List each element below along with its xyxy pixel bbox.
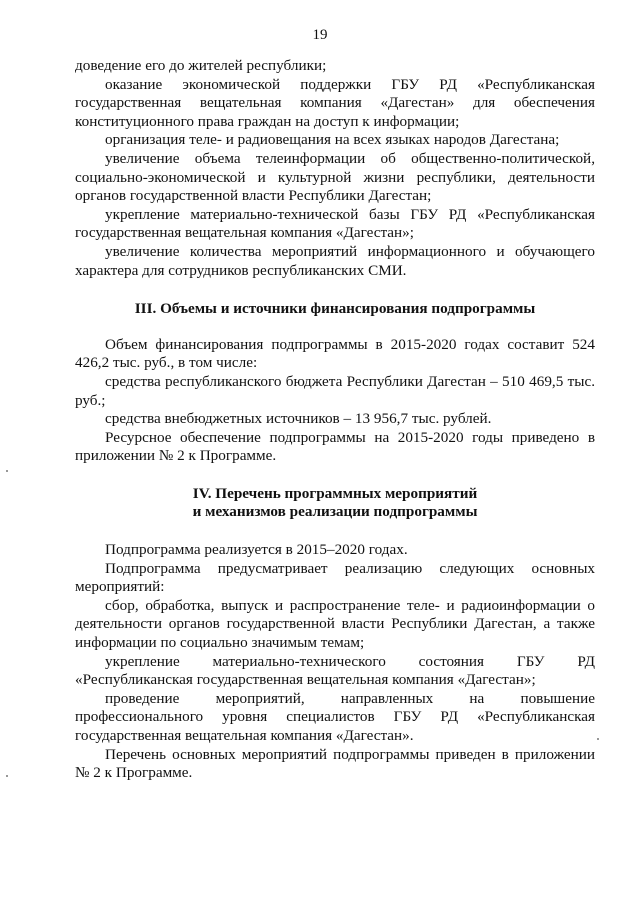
spacer [75,522,595,541]
heading-line: IV. Перечень программных мероприятий [192,484,478,502]
paragraph: Перечень основных мероприятий подпрограммы приведен в приложении № 2 к Программе. [75,745,595,782]
heading-line: и механизмов реализации подпрограммы [192,503,478,521]
paragraph: сбор, обработка, выпуск и распространение теле- и радиоинформации о деятельности органов государственной власти Республики Дагестан, а также информации по социально значимым темам; [75,596,595,652]
paragraph: укрепление материально-технической базы ГБУ РД «Республиканская государственная вещательная компания «Дагестан»; [75,205,595,242]
paragraph: увеличение количества мероприятий информационного и обучающего характера для сотрудников республиканских СМИ. [75,242,595,279]
section-heading-measures [75,485,595,522]
paragraph: Объем финансирования подпрограммы в 2015-2020 годах составит 524 426,2 тыс. руб., в том числе: [75,335,595,372]
paragraph: средства республиканского бюджета Республики Дагестан – 510 469,5 тыс. руб.; [75,372,595,409]
paragraph: проведение мероприятий, направленных на повышение профессионального уровня специалистов ГБУ РД «Республиканская государственная вещательная компания «Дагестан». [75,689,595,744]
section-heading-funding: III. Объемы и источники финансирования подпрограммы [134,300,536,318]
document-body [75,57,595,783]
spacer [75,466,595,485]
paragraph: оказание экономической поддержки ГБУ РД «Республиканская государственная вещательная компания «Дагестан» для обеспечения конституционного права граждан на доступ к информации; [75,75,595,130]
paragraph: увеличение объема телеинформации об общественно-политической, социально-экономической и культурной жизни республики, деятельности органов государственной власти Республики Дагестан; [75,149,595,205]
spacer [75,280,595,300]
scan-speck [597,738,599,740]
spacer [75,319,595,336]
paragraph: Ресурсное обеспечение подпрограммы на 2015-2020 годы приведено в приложении № 2 к Программе. [75,428,595,465]
scan-speck [6,470,8,472]
paragraph: Подпрограмма реализуется в 2015–2020 годах. [105,541,408,559]
paragraph: организация теле- и радиовещания на всех языках народов Дагестана; [105,131,560,149]
paragraph: доведение его до жителей республики; [75,57,327,74]
paragraph: укрепление материально-технического состояния ГБУ РД «Республиканская государственная вещательная компания «Дагестан»; [75,652,595,689]
scan-speck [6,775,8,777]
page-number: 19 [312,27,328,43]
paragraph: Подпрограмма предусматривает реализацию следующих основных мероприятий: [75,559,595,596]
paragraph: средства внебюджетных источников – 13 956,7 тыс. рублей. [105,410,492,428]
